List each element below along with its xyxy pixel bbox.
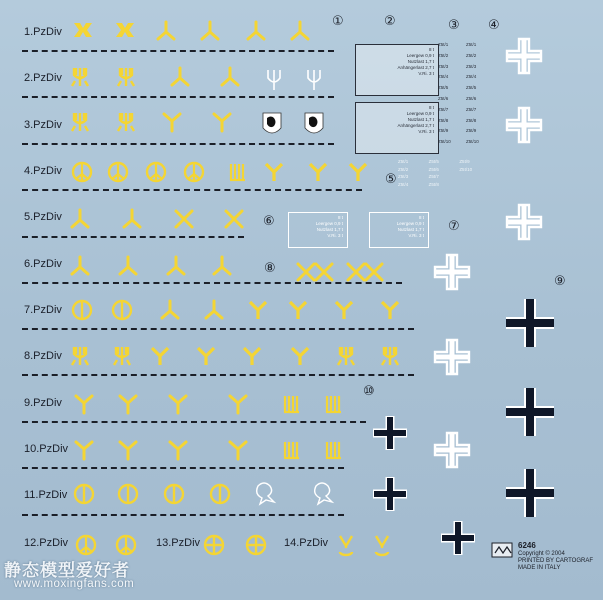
circle-icon (109, 163, 127, 181)
x-icon (176, 211, 192, 227)
x-icon (348, 264, 364, 280)
table-label: V.Ri. (408, 233, 418, 238)
table-label: Nutzlast (407, 59, 424, 64)
table-line: 0,9 t (334, 221, 343, 226)
fork-icon (338, 347, 354, 365)
row-label-13: 13.PzDiv (156, 537, 201, 549)
code-item: Z5t/5 (438, 85, 449, 91)
row-label-10: 10.PzDiv (24, 443, 69, 455)
cross-icon (435, 255, 469, 289)
y-rune-icon (244, 348, 260, 365)
table-label: Leergew (396, 221, 414, 226)
fork-icon (72, 113, 88, 131)
code-item: Z5t/8 (428, 181, 439, 187)
y-rune-icon (214, 114, 230, 131)
code-item: Z5t/5 (428, 159, 439, 164)
fork-icon (118, 68, 134, 86)
code-item: Z5t/1 (398, 159, 409, 164)
y-rune-icon (248, 22, 264, 39)
made-in-text: MADE IN ITALY (518, 565, 561, 571)
circle-icon (75, 485, 93, 503)
copyright-text: Copyright © 2004 (518, 551, 565, 557)
product-code: 6246 (518, 541, 536, 550)
table-line: 3 t (418, 233, 424, 238)
y-rune-icon (340, 536, 352, 555)
section-number: ⑦ (448, 219, 460, 234)
fork-icon (268, 70, 280, 90)
code-item: Z5t/4 (438, 74, 449, 80)
row-label-7: 7.PzDiv (24, 304, 62, 316)
table-line: 0,9 t (425, 53, 434, 58)
row-label-1: 1.PzDiv (24, 26, 62, 38)
watermark-url: www.moxingfans.com (14, 578, 135, 590)
code-item: Z5t/10 (466, 139, 479, 145)
table-line: 1,7 t (425, 59, 434, 64)
y-rune-icon (230, 396, 246, 413)
row-label-5: 5.PzDiv (24, 211, 62, 223)
x-icon (316, 264, 332, 280)
y-rune-icon (350, 164, 366, 181)
x-icon (298, 264, 314, 280)
table-line: 3 t (337, 233, 343, 238)
table-line: 0,9 t (425, 111, 434, 116)
y-rune-icon (202, 22, 218, 39)
section-number: ⑥ (263, 214, 275, 229)
section-number: ② (384, 14, 396, 29)
cross-icon (506, 299, 554, 347)
bar-icon (230, 164, 245, 180)
circle-icon (119, 485, 137, 503)
y-rune-icon (120, 257, 136, 274)
code-item: Z5t/6 (428, 166, 439, 172)
cross-icon (373, 477, 407, 511)
cross-icon (441, 521, 475, 555)
x-icon (226, 211, 242, 227)
code-item: Z5t/9 (466, 128, 477, 134)
table-line: 0,9 t (415, 221, 424, 226)
cross-icon (435, 433, 469, 467)
circle-icon (77, 536, 95, 554)
code-item: Z5t/8 (466, 117, 477, 123)
fork-icon (118, 113, 134, 131)
code-item: Z5t/10 (459, 166, 473, 172)
griffin-icon (257, 483, 274, 504)
cross-icon (74, 23, 92, 37)
circle-icon (73, 301, 91, 319)
cross-icon (507, 108, 541, 142)
code-item: Z5t/7 (466, 106, 477, 112)
table-line: 8 t (428, 47, 434, 52)
code-item: Z5t/2 (398, 166, 409, 172)
table-label: Nutzlast (316, 227, 333, 232)
y-rune-icon (124, 210, 140, 227)
y-rune-icon (198, 348, 214, 365)
table-label: V.Ri. (418, 71, 428, 76)
printer-text: PRINTED BY CARTOGRAF (518, 558, 594, 564)
circle-icon (73, 163, 91, 181)
bear-icon (305, 113, 323, 133)
table-line: 8 t (418, 215, 424, 220)
y-rune-icon (206, 301, 222, 318)
bear-icon (263, 113, 281, 133)
table-line: 3 t (428, 71, 434, 76)
table-label: Leergew (315, 221, 333, 226)
bar-icon (284, 396, 299, 412)
code-item: Z5t/9 (459, 159, 470, 164)
table-line: 1,7 t (425, 117, 434, 122)
cross-icon (435, 340, 469, 374)
section-number: ⑩ (363, 384, 375, 399)
y-rune-icon (266, 164, 282, 181)
y-rune-icon (76, 396, 92, 413)
code-item: Z5t/2 (438, 52, 449, 58)
cross-icon (116, 23, 134, 37)
table-label: V.Ri. (327, 233, 337, 238)
y-rune-icon (164, 114, 180, 131)
row-label-8: 8.PzDiv (24, 350, 62, 362)
y-rune-icon (250, 302, 266, 319)
row-label-12: 12.PzDiv (24, 537, 69, 549)
y-rune-icon (376, 536, 388, 555)
griffin-icon (315, 483, 332, 504)
y-rune-icon (310, 164, 326, 181)
row-label-11: 11.PzDiv (24, 489, 68, 501)
y-rune-icon (172, 68, 188, 85)
table-line: 2,7 t (425, 65, 434, 70)
row-label-2: 2.PzDiv (24, 72, 62, 84)
circle-icon (165, 485, 183, 503)
code-item: Z5t/7 (438, 106, 449, 112)
fork-icon (308, 70, 320, 90)
table-line: 1,7 t (415, 227, 424, 232)
table-line: 3 t (428, 129, 434, 134)
table-line: 8 t (428, 105, 434, 110)
table-label: Leergew (406, 111, 424, 116)
cross-icon (507, 39, 541, 73)
y-rune-icon (72, 210, 88, 227)
y-rune-icon (290, 302, 306, 319)
table-label: Nutzlast (397, 227, 414, 232)
y-rune-icon (336, 302, 352, 319)
y-rune-icon (382, 302, 398, 319)
cross-icon (507, 205, 541, 239)
table-label: Anhängerlast (397, 65, 424, 70)
code-item: Z5t/5 (466, 85, 477, 91)
cross-icon (373, 416, 407, 450)
y-rune-icon (292, 22, 308, 39)
code-item: Z5t/8 (438, 117, 449, 123)
y-rune-icon (120, 442, 136, 459)
circle-icon (117, 536, 135, 554)
bar-icon (326, 442, 341, 458)
circle-icon (211, 485, 229, 503)
row-label-9: 9.PzDiv (24, 397, 62, 409)
y-rune-icon (222, 68, 238, 85)
bar-icon (284, 442, 299, 458)
y-rune-icon (162, 301, 178, 318)
watermark-title: 静态模型爱好者 (4, 561, 130, 580)
fork-icon (72, 347, 88, 365)
code-item: Z5t/9 (438, 128, 449, 134)
y-rune-icon (72, 257, 88, 274)
y-rune-icon (168, 257, 184, 274)
y-rune-icon (120, 396, 136, 413)
section-number: ⑧ (264, 261, 276, 276)
code-item: Z5t/3 (398, 174, 409, 179)
row-label-4: 4.PzDiv (24, 165, 62, 177)
code-item: Z5t/3 (438, 63, 449, 69)
table-line: 8 t (337, 215, 343, 220)
section-number: ④ (488, 18, 500, 33)
circle-icon (205, 536, 223, 554)
code-item: Z5t/6 (466, 95, 477, 101)
code-item: Z5t/6 (438, 95, 449, 101)
code-item: Z5t/4 (398, 181, 409, 187)
y-rune-icon (230, 442, 246, 459)
bar-icon (326, 396, 341, 412)
manufacturer-logo (492, 543, 512, 557)
code-item: Z5t/2 (466, 52, 477, 58)
code-item: Z5t/7 (428, 174, 439, 179)
y-rune-icon (170, 442, 186, 459)
fork-icon (382, 347, 398, 365)
fork-icon (72, 68, 88, 86)
circle-icon (147, 163, 165, 181)
code-item: Z5t/10 (438, 139, 451, 145)
y-rune-icon (214, 257, 230, 274)
row-label-14: 14.PzDiv (284, 537, 329, 549)
cross-icon (506, 469, 554, 517)
code-item: Z5t/1 (438, 42, 449, 47)
section-number: ⑤ (385, 172, 397, 187)
cross-icon (506, 388, 554, 436)
section-number: ③ (448, 18, 460, 33)
circle-icon (113, 301, 131, 319)
circle-icon (247, 536, 265, 554)
row-label-3: 3.PzDiv (24, 119, 62, 131)
y-rune-icon (158, 22, 174, 39)
code-item: Z5t/3 (466, 63, 477, 69)
section-number: ① (332, 14, 344, 29)
table-label: Anhängerlast (397, 123, 424, 128)
table-label: V.Ri. (418, 129, 428, 134)
code-item: Z5t/4 (466, 74, 477, 80)
y-rune-icon (292, 348, 308, 365)
section-number: ⑨ (554, 274, 566, 289)
circle-icon (185, 163, 203, 181)
table-line: 2,7 t (425, 123, 434, 128)
y-rune-icon (152, 348, 168, 365)
table-label: Nutzlast (407, 117, 424, 122)
table-line: 1,7 t (334, 227, 343, 232)
y-rune-icon (76, 442, 92, 459)
code-item: Z5t/1 (466, 42, 477, 47)
x-icon (366, 264, 382, 280)
y-rune-icon (170, 396, 186, 413)
fork-icon (114, 347, 130, 365)
row-label-6: 6.PzDiv (24, 258, 62, 270)
table-label: Leergew (406, 53, 424, 58)
